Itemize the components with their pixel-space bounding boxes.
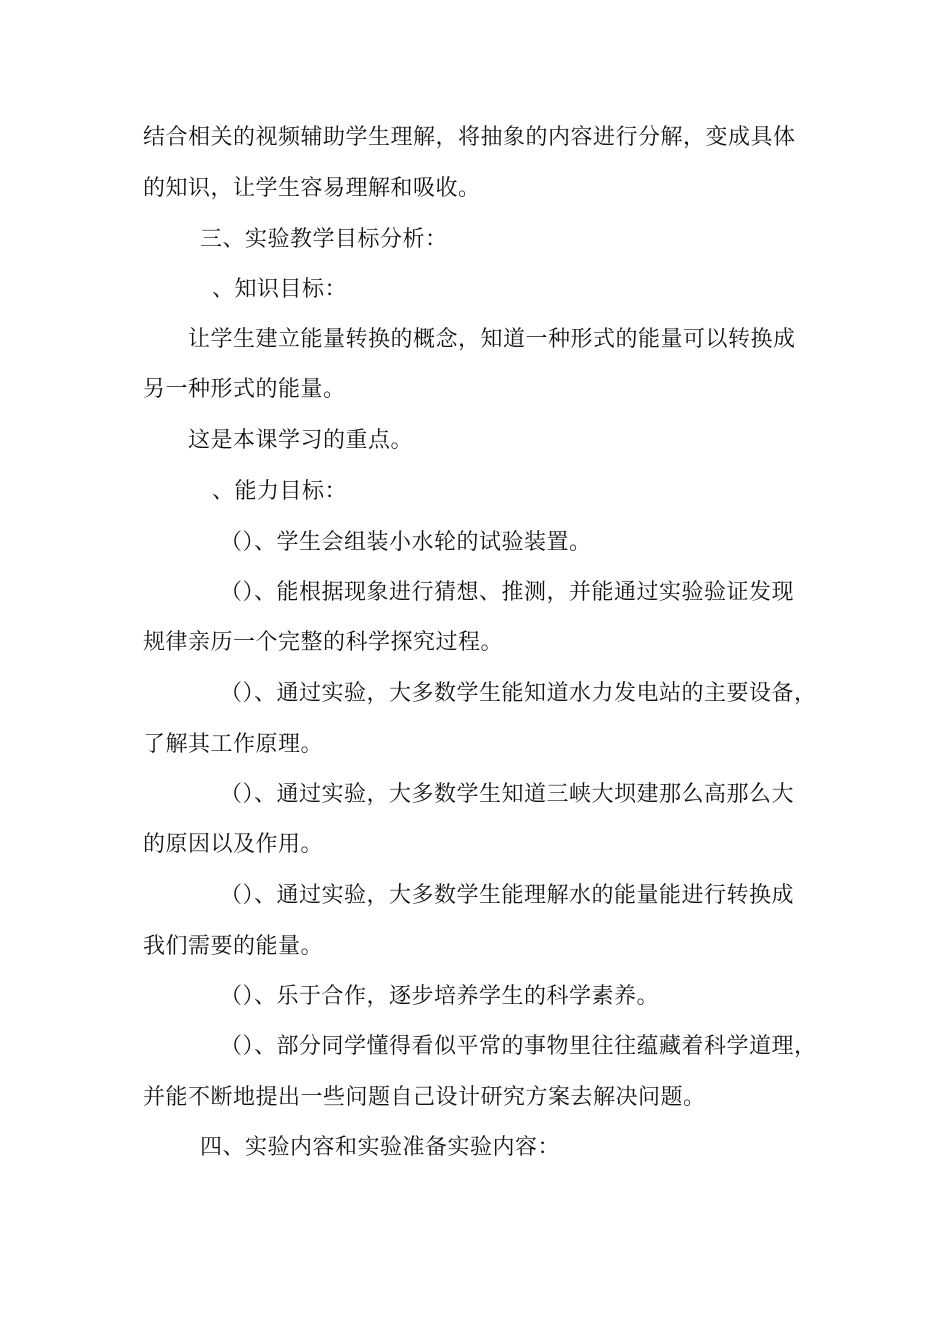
paragraph-line: 并能不断地提出一些问题自己设计研究方案去解决问题。 xyxy=(143,1085,706,1110)
section-heading: 三、实验教学目标分析： xyxy=(200,227,448,252)
subsection-heading: 、能力目标： xyxy=(212,479,348,504)
paragraph-line: 结合相关的视频辅助学生理解，将抽象的内容进行分解，变成具体 xyxy=(143,125,796,150)
list-item: （）、通过实验，大多数学生能知道水力发电站的主要设备， xyxy=(220,681,817,706)
list-item: （）、通过实验，大多数学生知道三峡大坝建那么高那么大 xyxy=(220,782,795,807)
list-item: （）、能根据现象进行猜想、推测，并能通过实验验证发现 xyxy=(220,580,795,605)
section-heading: 四、实验内容和实验准备实验内容： xyxy=(200,1135,561,1160)
paragraph-line: 的知识，让学生容易理解和吸收。 xyxy=(143,176,481,201)
list-item: （）、学生会组装小水轮的试验装置。 xyxy=(220,530,592,555)
paragraph-line: 规律亲历一个完整的科学探究过程。 xyxy=(143,630,504,655)
paragraph-line: 让学生建立能量转换的概念，知道一种形式的能量可以转换成 xyxy=(188,327,796,352)
list-item: （）、乐于合作，逐步培养学生的科学素养。 xyxy=(220,984,660,1009)
paragraph-line: 了解其工作原理。 xyxy=(143,732,324,757)
list-item: （）、部分同学懂得看似平常的事物里往往蕴藏着科学道理， xyxy=(220,1034,817,1059)
subsection-heading: 、知识目标： xyxy=(212,277,348,302)
paragraph-line: 的原因以及作用。 xyxy=(143,832,324,857)
paragraph-line: 这是本课学习的重点。 xyxy=(188,428,414,453)
list-item: （）、通过实验，大多数学生能理解水的能量能进行转换成 xyxy=(220,883,795,908)
paragraph-line: 另一种形式的能量。 xyxy=(143,377,346,402)
paragraph-line: 我们需要的能量。 xyxy=(143,934,324,959)
